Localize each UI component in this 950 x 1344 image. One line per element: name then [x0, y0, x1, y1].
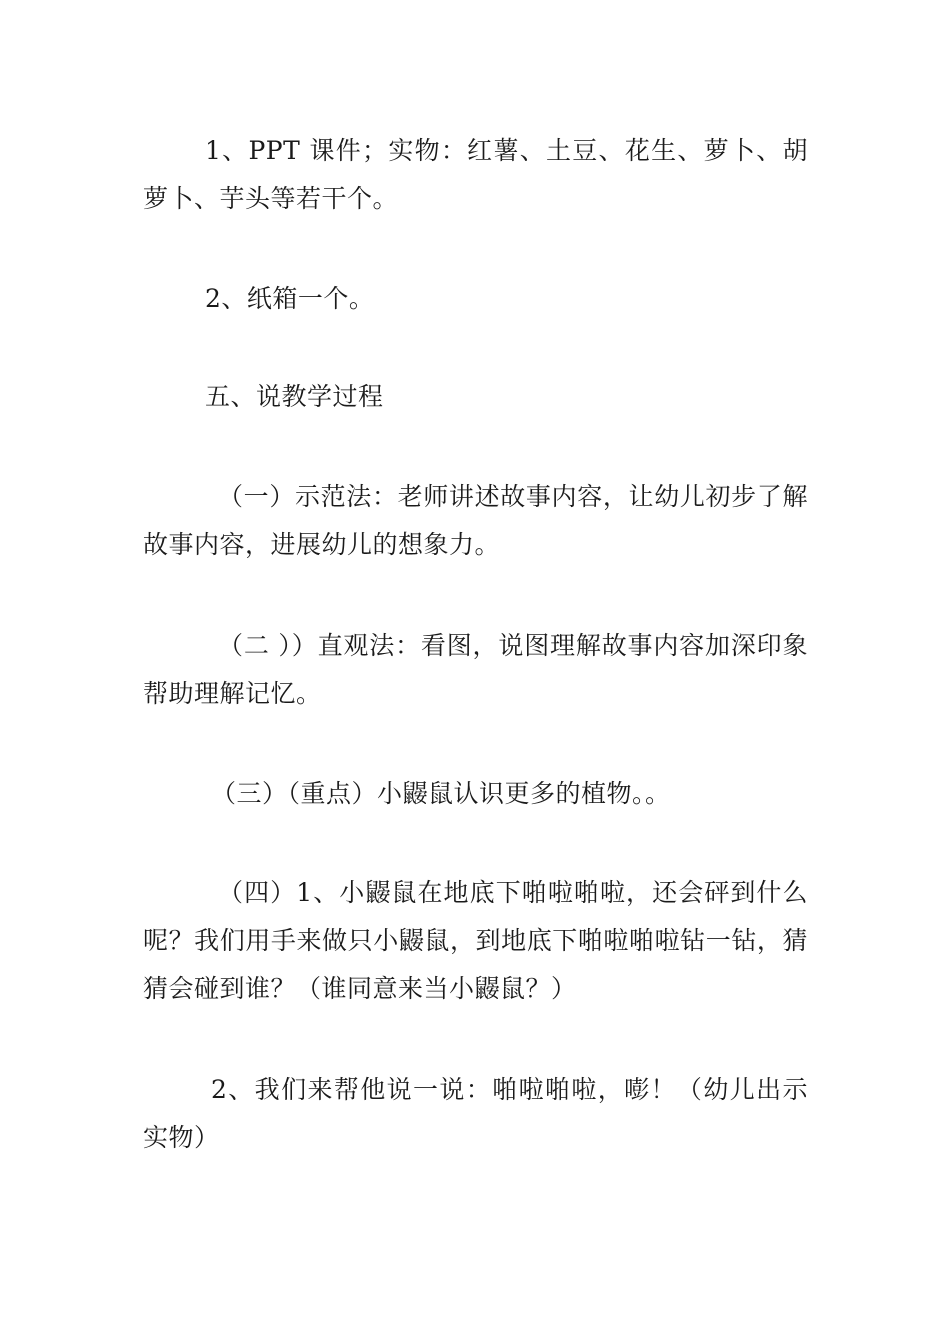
- section-heading-teaching-process: 五、说教学过程: [205, 382, 384, 411]
- process-step-1: （一）示范法：老师讲述故事内容，让幼儿初步了解故事内容，进展幼儿的想象力。: [143, 482, 808, 559]
- materials-item-1: 1、PPT 课件；实物：红薯、土豆、花生、萝卜、胡萝卜、芋头等若干个。: [143, 136, 808, 213]
- process-step-3: （三）（重点）小鼹鼠认识更多的植物。。: [211, 779, 671, 808]
- process-step-4: （四）1、小鼹鼠在地底下啪啦啪啦，还会砰到什么呢？我们用手来做只小鼹鼠，到地底下啪啦啪啦钻一钻，猜猜会碰到谁？（谁同意来当小鼹鼠？）: [143, 878, 808, 1003]
- materials-item-2: 2、纸箱一个。: [205, 284, 375, 313]
- process-step-2: （二 ））直观法：看图，说图理解故事内容加深印象帮助理解记忆。: [143, 631, 808, 708]
- process-step-4-sub-2: 2、我们来帮他说一说：啪啦啪啦，嘭！（幼儿出示实物）: [143, 1075, 808, 1152]
